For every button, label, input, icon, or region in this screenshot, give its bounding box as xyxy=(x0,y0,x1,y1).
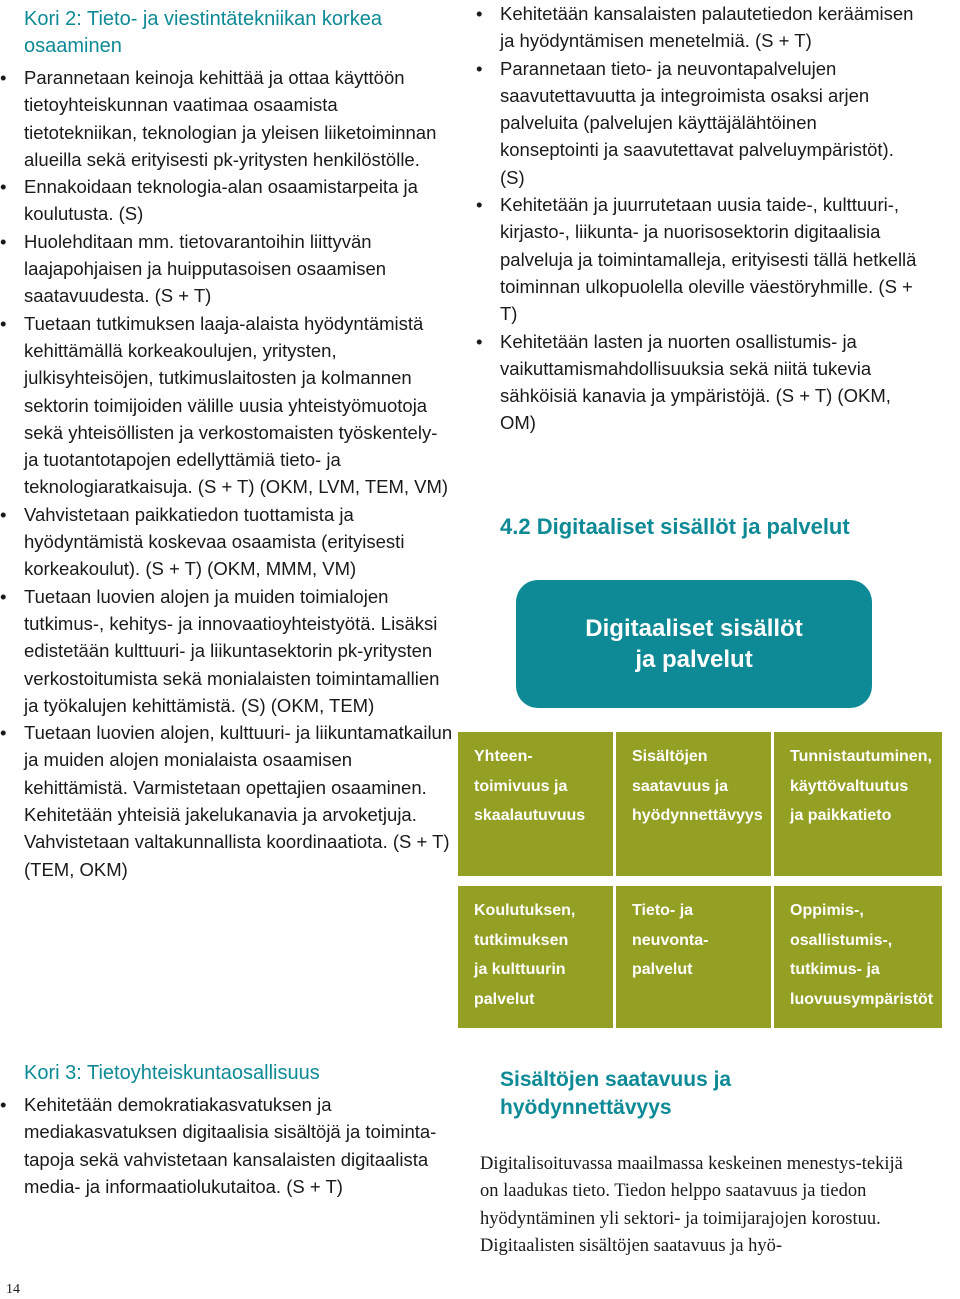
list-item: • Vahvistetaan paikkatiedon tuottamista ja hyödyntämistä koskevaa osaamista (erityisesti korkeakoulut). (S + T) (OKM, MMM, VM) xyxy=(24,501,454,583)
diagram-box xyxy=(774,886,942,1028)
diagram-box-line: Oppimis-, xyxy=(790,902,864,919)
list-item: • Kehitetään kansalaisten palautetiedon keräämisen ja hyödyntämisen menetelmiä. (S + T) xyxy=(500,0,920,55)
right-list xyxy=(500,0,920,437)
diagram-box-line: tutkimus- ja xyxy=(790,961,880,978)
diagram-box-line: ja paikkatieto xyxy=(790,807,892,824)
list-item: • Tuetaan tutkimuksen laaja-alaista hyödyntämistä kehittämällä korkeakoulujen, yritysten, julkisyhteisöjen, tutkimuslaitosten ja kolmannen sektorin toimijoiden välille uusia yhteistyömuotoja sekä yhteisöllisten ja verkostomaisten työskentely- ja tuotantotapojen edellyttämiä tieto- ja teknologiaratkaisuja. (S + T) (OKM, LVM, TEM, VM) xyxy=(24,310,454,501)
diagram-box-line: saatavuus ja xyxy=(632,777,729,795)
list-item: • Huolehditaan mm. tietovarantoihin liittyvän laajapohjaisen ja huipputasoisen osaamisen saatavuudesta. (S + T) xyxy=(24,228,454,310)
list-item: • Tuetaan luovien alojen, kulttuuri- ja liikuntamatkailun ja muiden alojen monialaista osaamisen kehittämistä. Varmistetaan opettajien osaaminen. Kehitetään yhteisiä jakelukanavia ja arvoketjuja. Vahvistetaan valtakunnallista koordinaatiota. (S + T) (TEM, OKM) xyxy=(24,719,454,883)
diagram-box-line: toimivuus ja xyxy=(474,777,568,795)
diagram-box-line: tutkimuksen xyxy=(474,931,569,949)
diagram-box-line: skaalautuvuus xyxy=(474,807,586,824)
diagram-box-line: Yhteen- xyxy=(474,748,533,765)
diagram-box-line: Tunnistautuminen, xyxy=(790,748,932,765)
list-item: • Parannetaan keinoja kehittää ja ottaa käyttöön tietoyhteiskunnan vaatimaa osaamista tietotekniikan, teknologian ja yleisen liiketoiminnan alueilla sekä erityisesti pk-yritysten henkilöstölle. xyxy=(24,64,454,173)
diagram-box xyxy=(616,886,771,1028)
diagram-box xyxy=(458,732,613,876)
diagram-box-line: Sisältöjen xyxy=(632,748,708,765)
kori2-list xyxy=(24,64,454,883)
diagram-main-box xyxy=(516,580,872,708)
diagram-box-line: neuvonta- xyxy=(632,931,709,949)
diagram-box-line: osallistumis-, xyxy=(790,931,893,949)
page-number: 14 xyxy=(6,1282,20,1297)
diagram-box-line: ja kulttuurin xyxy=(474,961,566,978)
diagram-box xyxy=(616,732,771,876)
diagram-box-line: hyödynnettävyys xyxy=(632,807,763,824)
kori3-list xyxy=(24,1091,454,1200)
list-item: • Tuetaan luovien alojen ja muiden toimialojen tutkimus-, kehitys- ja innovaatioyhteistyötä. Lisäksi edistetään kulttuuri- ja liikuntasektorin pk-yritysten verkostoitumista sekä monialaisten toimintamallien ja työkalujen kehittämistä. (S) (OKM, TEM) xyxy=(24,583,454,719)
kori3-heading: Kori 3: Tietoyhteiskuntaosallisuus xyxy=(24,1062,320,1084)
diagram-box-line: palvelut xyxy=(632,961,693,978)
body-paragraph: Digitalisoituvassa maailmassa keskeinen menestys-tekijä on laadukas tieto. Tiedon helppo saatavuus ja tiedon hyödyntäminen yli sektori- ja toimijarajojen korostuu. Digitaalisten sisältöjen saatavuus ja hyö- xyxy=(480,1154,903,1256)
diagram-box-line: Koulutuksen, xyxy=(474,902,576,919)
diagram-box-line: käyttövaltuutus xyxy=(790,777,909,795)
sub-heading: Sisältöjen saatavuus ja hyödynnettävyys xyxy=(500,1068,732,1119)
diagram-box-line: palvelut xyxy=(474,990,535,1008)
list-item: • Kehitetään ja juurrutetaan uusia taide-, kulttuuri-, kirjasto-, liikunta- ja nuorisosektorin digitaalisia palveluja ja toimintamalleja, erityisesti tällä hetkellä toiminnan ulkopuolella oleville väestöryhmille. (S + T) xyxy=(500,191,920,327)
list-item: • Ennakoidaan teknologia-alan osaamistarpeita ja koulutusta. (S) xyxy=(24,173,454,228)
diagram-box-line: luovuusympäristöt xyxy=(790,990,934,1008)
diagram-main-label: Digitaaliset sisällöt ja palvelut xyxy=(585,615,803,673)
diagram-box xyxy=(458,886,613,1028)
list-item: • Kehitetään lasten ja nuorten osallistumis- ja vaikuttamismahdollisuuksia sekä niitä tukevia sähköisiä kanavia ja ympäristöjä. (S + T) (OKM, OM) xyxy=(500,328,920,437)
diagram-box xyxy=(774,732,942,876)
kori2-heading: Kori 2: Tieto- ja viestintätekniikan korkea osaaminen xyxy=(24,8,382,57)
left-column xyxy=(24,6,454,883)
diagram-box-line: Tieto- ja xyxy=(632,902,694,919)
list-item: • Kehitetään demokratiakasvatuksen ja mediakasvatuksen digitaalisia sisältöjä ja toiminta-tapoja sekä vahvistetaan kansalaisten digitaalista media- ja informaatiolukutaitoa. (S + T) xyxy=(24,1091,454,1200)
section-heading: 4.2 Digitaaliset sisällöt ja palvelut xyxy=(500,514,850,539)
right-column xyxy=(500,0,920,437)
list-item: • Parannetaan tieto- ja neuvontapalvelujen saavutettavuutta ja integroimista osaksi arjen palveluita (palvelujen käyttäjälähtöinen konseptointi ja saavutettavat palveluympäristöt). (S) xyxy=(500,55,920,191)
kori3-section xyxy=(24,1060,454,1200)
